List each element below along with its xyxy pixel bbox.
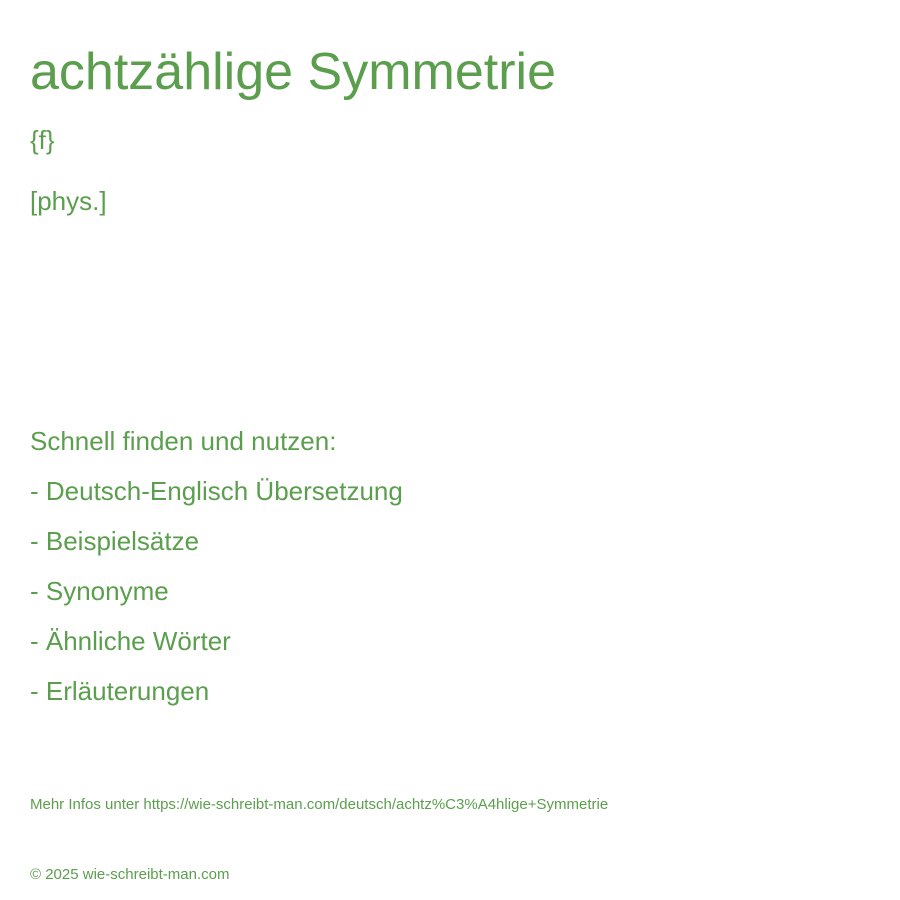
features-heading: Schnell finden und nutzen: bbox=[30, 426, 337, 456]
more-info-line bbox=[30, 795, 608, 815]
more-info-link[interactable]: https://wie-schreibt-man.com/deutsch/achtz%C3%A4hlige+Symmetrie bbox=[143, 796, 609, 813]
feature-item-similar-words: - Ähnliche Wörter bbox=[30, 626, 231, 656]
feature-item-example-sentences: - Beispielsätze bbox=[30, 526, 200, 556]
feature-item-synonyms: - Synonyme bbox=[30, 576, 169, 606]
copyright-notice: © 2025 wie-schreibt-man.com bbox=[30, 866, 230, 883]
feature-item-translation: - Deutsch-Englisch Übersetzung bbox=[30, 476, 403, 506]
subject-label: [phys.] bbox=[30, 186, 107, 216]
gender-label: {f} bbox=[30, 125, 55, 155]
feature-item-explanations: - Erläuterungen bbox=[30, 676, 210, 706]
entry-title: achtzählige Symmetrie bbox=[30, 43, 556, 101]
more-info-prefix: Mehr Infos unter bbox=[30, 796, 144, 813]
